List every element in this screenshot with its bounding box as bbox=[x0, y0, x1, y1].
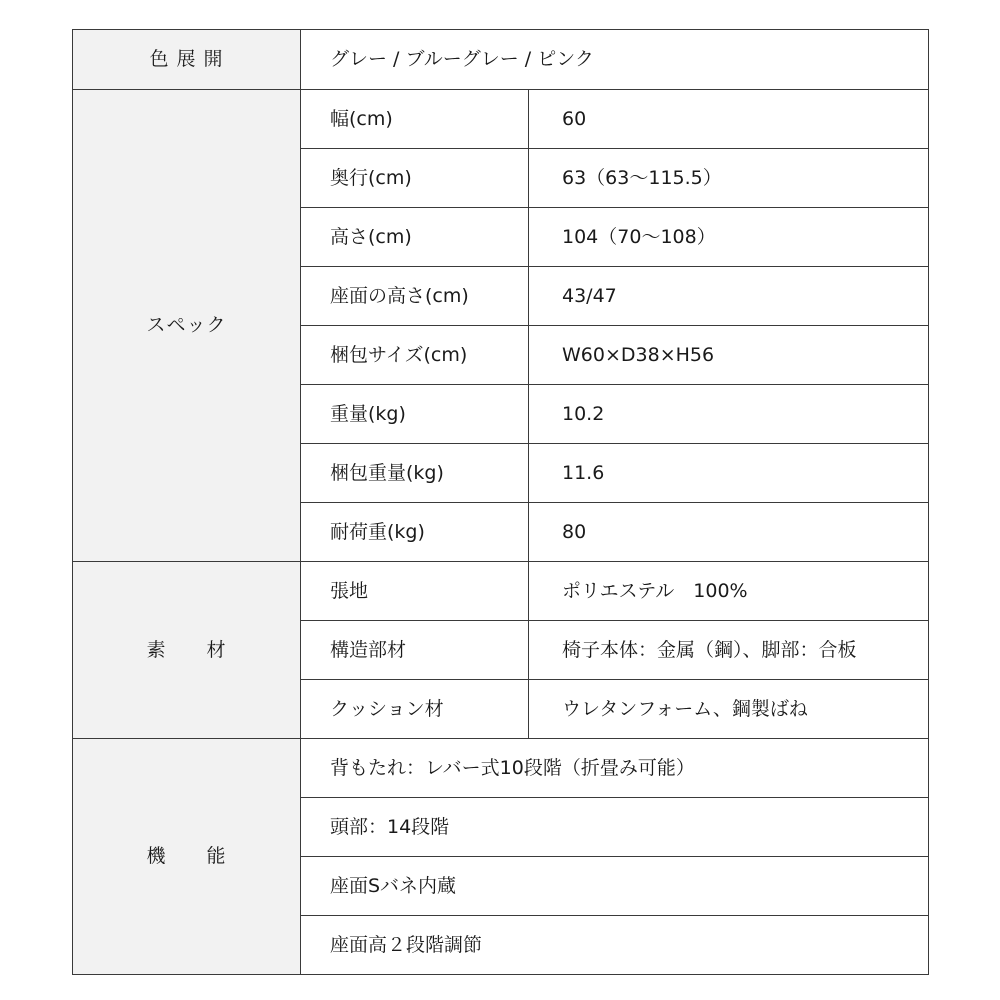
spec-value: 63（63〜115.5） bbox=[529, 149, 929, 208]
material-value: ポリエステル 100% bbox=[529, 562, 929, 621]
spec-label: 奥行(cm) bbox=[301, 149, 529, 208]
material-label: 構造部材 bbox=[301, 621, 529, 680]
spec-value: W60×D38×H56 bbox=[529, 326, 929, 385]
function-item: 背もたれ：レバー式10段階（折畳み可能） bbox=[301, 739, 929, 798]
category-material: 素 材 bbox=[73, 562, 301, 739]
function-item: 座面Sバネ内蔵 bbox=[301, 857, 929, 916]
spec-value: 10.2 bbox=[529, 385, 929, 444]
color-row bbox=[73, 30, 929, 90]
color-value: グレー / ブルーグレー / ピンク bbox=[301, 30, 929, 90]
spec-label: 重量(kg) bbox=[301, 385, 529, 444]
spec-value: 11.6 bbox=[529, 444, 929, 503]
function-row bbox=[73, 739, 929, 798]
category-spec: スペック bbox=[73, 90, 301, 562]
function-item: 座面高２段階調節 bbox=[301, 916, 929, 975]
spec-value: 80 bbox=[529, 503, 929, 562]
spec-label: 耐荷重(kg) bbox=[301, 503, 529, 562]
spec-table bbox=[72, 29, 929, 975]
spec-label: 幅(cm) bbox=[301, 90, 529, 149]
material-value: ウレタンフォーム、鋼製ばね bbox=[529, 680, 929, 739]
function-item: 頭部：14段階 bbox=[301, 798, 929, 857]
material-label: 張地 bbox=[301, 562, 529, 621]
material-label: クッション材 bbox=[301, 680, 529, 739]
material-value: 椅子本体：金属（鋼）、脚部：合板 bbox=[529, 621, 929, 680]
spec-value: 60 bbox=[529, 90, 929, 149]
spec-value: 43/47 bbox=[529, 267, 929, 326]
material-row bbox=[73, 562, 929, 621]
spec-label: 梱包重量(kg) bbox=[301, 444, 529, 503]
spec-label: 梱包サイズ(cm) bbox=[301, 326, 529, 385]
spec-row bbox=[73, 90, 929, 149]
category-function: 機 能 bbox=[73, 739, 301, 975]
spec-value: 104（70〜108） bbox=[529, 208, 929, 267]
category-color: 色 展 開 bbox=[73, 30, 301, 90]
spec-label: 高さ(cm) bbox=[301, 208, 529, 267]
spec-label: 座面の高さ(cm) bbox=[301, 267, 529, 326]
